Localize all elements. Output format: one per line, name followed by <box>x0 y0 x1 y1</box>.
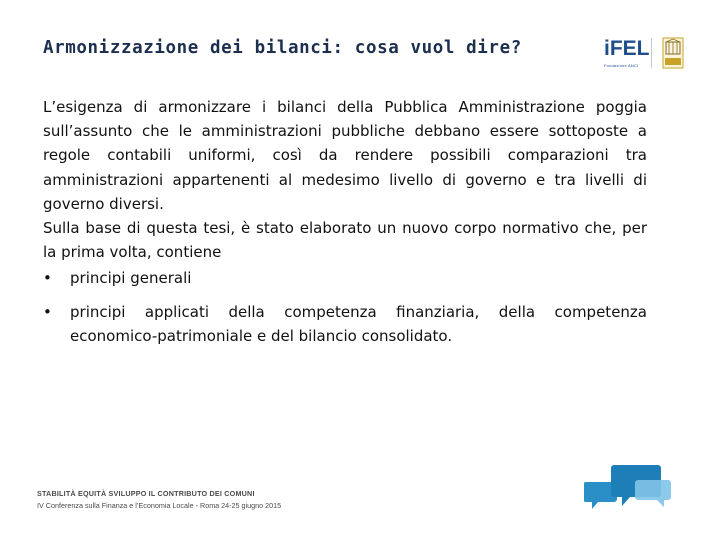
footer-conference: IV Conferenza sulla Finanza e l’Economia Locale - Roma 24-25 giugno 2015 <box>37 501 282 510</box>
ifel-logo-text: iFEL <box>604 37 650 60</box>
bullet-text: principi generali <box>70 269 192 288</box>
ifel-logo <box>604 35 684 71</box>
bullet-item <box>43 300 647 348</box>
speech-bubbles-icon <box>584 462 684 518</box>
ifel-logo-subtitle: Fondazione ANCI <box>604 63 639 68</box>
bullet-marker: • <box>43 269 52 288</box>
bullet-list <box>43 266 647 348</box>
slide-body <box>43 95 647 357</box>
logo-divider <box>651 38 652 68</box>
bullet-marker: • <box>43 302 52 321</box>
anci-emblem-icon <box>661 37 685 69</box>
body-paragraph: Sulla base di questa tesi, è stato elaborato un nuovo corpo normativo che, per la prima volta, contiene <box>43 219 647 262</box>
bullet-text: principi applicati della competenza finanziaria, della competenza economico-patrimoniale e del bilancio consolidato. <box>70 302 647 345</box>
slide-title: Armonizzazione dei bilanci: cosa vuol dire? <box>43 38 522 58</box>
bullet-item <box>43 266 647 290</box>
footer <box>37 488 281 512</box>
body-paragraph: L’esigenza di armonizzare i bilanci della Pubblica Amministrazione poggia sull’assunto che le amministrazioni pubbliche debbano essere sottoposte a regole contabili uniformi, così da rendere possibili comparazioni tra amministrazioni appartenenti al medesimo livello di governo e tra livelli di governo diversi. <box>43 98 647 213</box>
footer-tagline: STABILITÀ EQUITÀ SVILUPPO IL CONTRIBUTO DEI COMUNI <box>37 489 255 498</box>
